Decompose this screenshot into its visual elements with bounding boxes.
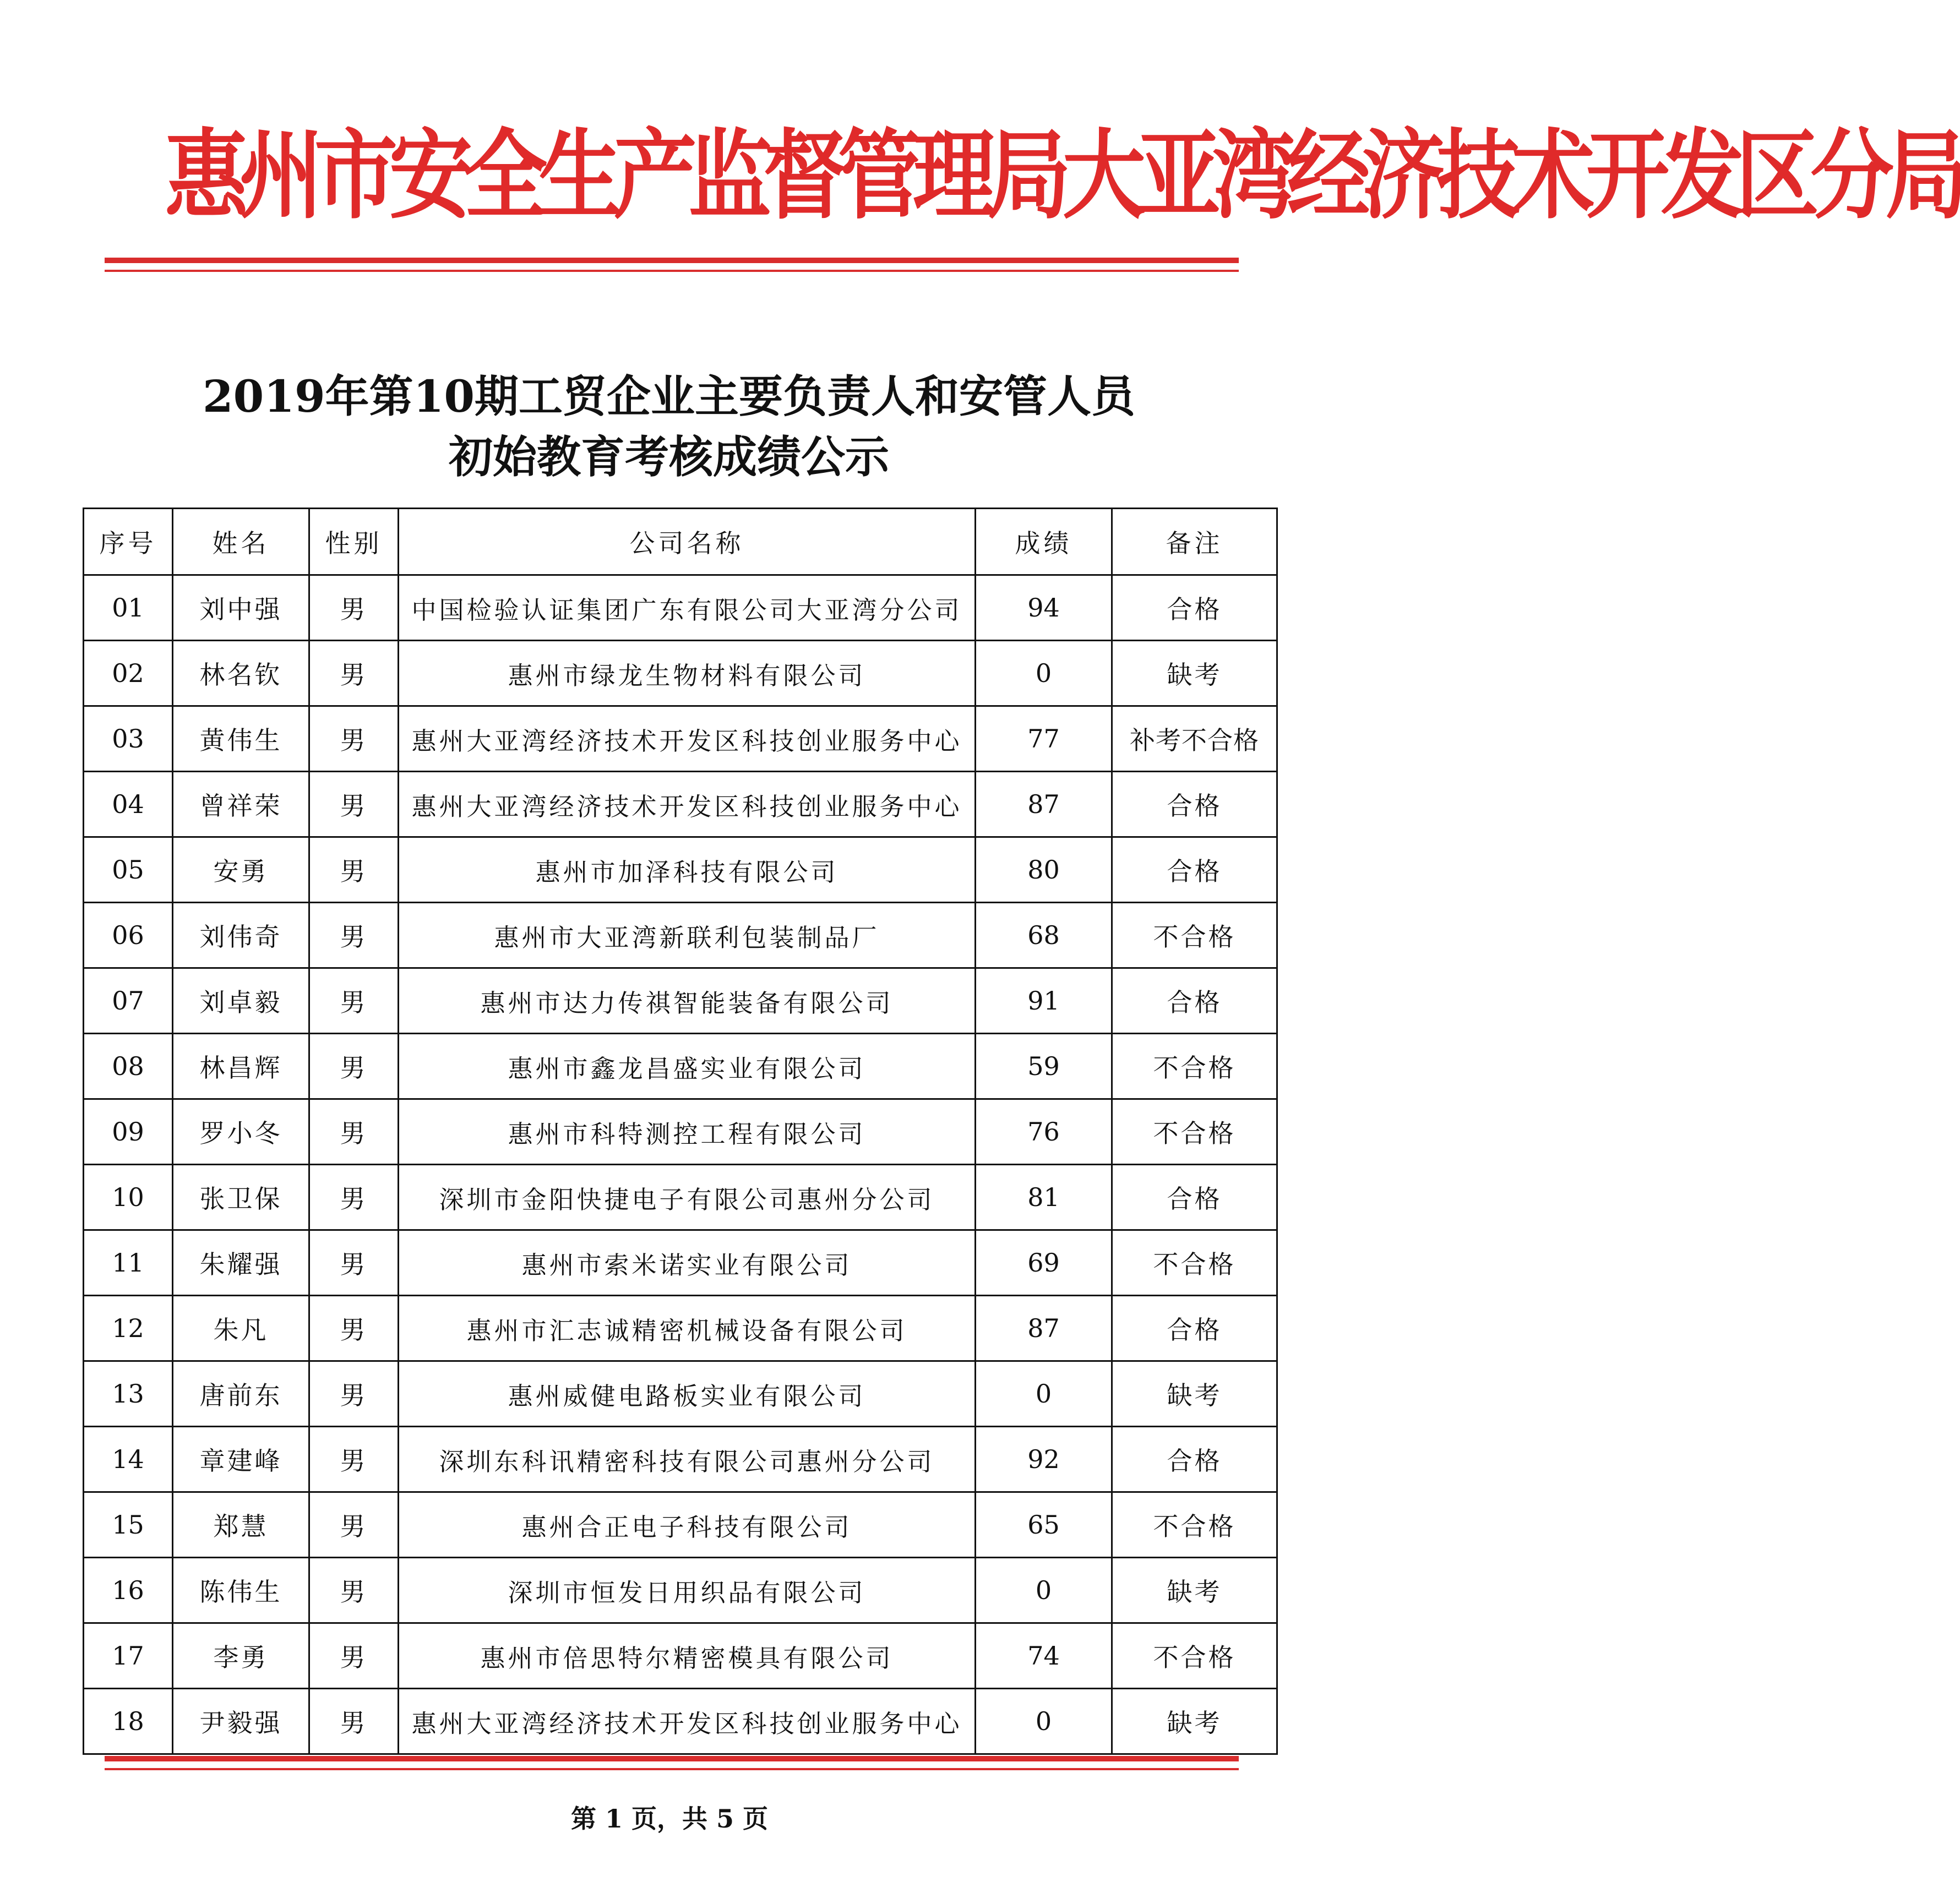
cell-remark: 不合格 — [1112, 1623, 1277, 1689]
cell-score: 87 — [976, 1296, 1112, 1361]
cell-index: 17 — [84, 1623, 173, 1689]
cell-name: 陈伟生 — [173, 1558, 309, 1623]
cell-remark: 不合格 — [1112, 1230, 1277, 1296]
table-row — [84, 772, 1277, 837]
document-title-line1: 2019年第10期工贸企业主要负责人和安管人员 — [203, 370, 1135, 422]
cell-company: 惠州市科特测控工程有限公司 — [399, 1099, 976, 1165]
cell-score: 68 — [976, 903, 1112, 968]
cell-index: 01 — [84, 575, 173, 641]
cell-name: 曾祥荣 — [173, 772, 309, 837]
cell-index: 10 — [84, 1165, 173, 1230]
table-row — [84, 1361, 1277, 1427]
cell-gender: 男 — [309, 837, 399, 903]
cell-name: 张卫保 — [173, 1165, 309, 1230]
cell-name: 郑慧 — [173, 1492, 309, 1558]
cell-index: 18 — [84, 1689, 173, 1754]
cell-name: 罗小冬 — [173, 1099, 309, 1165]
cell-score: 81 — [976, 1165, 1112, 1230]
cell-name: 唐前东 — [173, 1361, 309, 1427]
cell-score: 59 — [976, 1034, 1112, 1099]
cell-score: 91 — [976, 968, 1112, 1034]
cell-company: 惠州大亚湾经济技术开发区科技创业服务中心 — [399, 772, 976, 837]
cell-gender: 男 — [309, 1427, 399, 1492]
header-rule-thick — [105, 258, 1239, 263]
organization-header: 惠州市安全生产监督管理局大亚湾经济技术开发区分局 — [165, 119, 1960, 232]
cell-company: 惠州市倍思特尔精密模具有限公司 — [399, 1623, 976, 1689]
cell-company: 惠州市加泽科技有限公司 — [399, 837, 976, 903]
cell-gender: 男 — [309, 1296, 399, 1361]
cell-remark: 缺考 — [1112, 641, 1277, 706]
cell-remark: 不合格 — [1112, 903, 1277, 968]
cell-gender: 男 — [309, 772, 399, 837]
cell-remark: 合格 — [1112, 968, 1277, 1034]
cell-index: 09 — [84, 1099, 173, 1165]
cell-remark: 合格 — [1112, 1296, 1277, 1361]
table-row — [84, 1689, 1277, 1754]
column-header-gender: 性别 — [309, 509, 399, 575]
cell-score: 80 — [976, 837, 1112, 903]
cell-company: 深圳市金阳快捷电子有限公司惠州分公司 — [399, 1165, 976, 1230]
cell-gender: 男 — [309, 641, 399, 706]
cell-name: 黄伟生 — [173, 706, 309, 772]
table-row — [84, 1558, 1277, 1623]
cell-name: 林名钦 — [173, 641, 309, 706]
cell-gender: 男 — [309, 1558, 399, 1623]
cell-name: 朱耀强 — [173, 1230, 309, 1296]
footer-rule-thin — [105, 1768, 1239, 1770]
cell-gender: 男 — [309, 968, 399, 1034]
column-header-score: 成绩 — [976, 509, 1112, 575]
column-header-remark: 备注 — [1112, 509, 1277, 575]
cell-gender: 男 — [309, 1623, 399, 1689]
document-title-line2: 初始教育考核成绩公示 — [449, 431, 889, 483]
table-row — [84, 1492, 1277, 1558]
table-row — [84, 575, 1277, 641]
table-row — [84, 1034, 1277, 1099]
cell-gender: 男 — [309, 1689, 399, 1754]
cell-gender: 男 — [309, 1165, 399, 1230]
header-rule-thin — [105, 270, 1239, 272]
cell-remark: 合格 — [1112, 1427, 1277, 1492]
cell-name: 朱凡 — [173, 1296, 309, 1361]
cell-score: 0 — [976, 1361, 1112, 1427]
cell-company: 深圳东科讯精密科技有限公司惠州分公司 — [399, 1427, 976, 1492]
cell-index: 03 — [84, 706, 173, 772]
cell-score: 94 — [976, 575, 1112, 641]
cell-name: 林昌辉 — [173, 1034, 309, 1099]
table-row — [84, 1165, 1277, 1230]
cell-index: 12 — [84, 1296, 173, 1361]
cell-index: 11 — [84, 1230, 173, 1296]
cell-remark: 缺考 — [1112, 1361, 1277, 1427]
cell-remark: 补考不合格 — [1112, 706, 1277, 772]
cell-name: 刘中强 — [173, 575, 309, 641]
cell-score: 69 — [976, 1230, 1112, 1296]
cell-index: 02 — [84, 641, 173, 706]
table-row — [84, 1427, 1277, 1492]
cell-remark: 缺考 — [1112, 1558, 1277, 1623]
cell-gender: 男 — [309, 1361, 399, 1427]
table-row — [84, 1623, 1277, 1689]
cell-remark: 缺考 — [1112, 1689, 1277, 1754]
cell-company: 惠州威健电路板实业有限公司 — [399, 1361, 976, 1427]
cell-score: 77 — [976, 706, 1112, 772]
cell-index: 08 — [84, 1034, 173, 1099]
page-number: 第 1 页，共 5 页 — [570, 1804, 769, 1834]
table-row — [84, 1099, 1277, 1165]
cell-name: 刘伟奇 — [173, 903, 309, 968]
cell-company: 惠州大亚湾经济技术开发区科技创业服务中心 — [399, 1689, 976, 1754]
table-row — [84, 837, 1277, 903]
cell-score: 0 — [976, 1689, 1112, 1754]
cell-score: 92 — [976, 1427, 1112, 1492]
cell-index: 15 — [84, 1492, 173, 1558]
cell-name: 尹毅强 — [173, 1689, 309, 1754]
cell-gender: 男 — [309, 1034, 399, 1099]
cell-remark: 合格 — [1112, 575, 1277, 641]
cell-score: 76 — [976, 1099, 1112, 1165]
cell-company: 深圳市恒发日用织品有限公司 — [399, 1558, 976, 1623]
cell-remark: 不合格 — [1112, 1034, 1277, 1099]
table-row — [84, 1296, 1277, 1361]
column-header-index: 序号 — [84, 509, 173, 575]
cell-gender: 男 — [309, 903, 399, 968]
cell-name: 安勇 — [173, 837, 309, 903]
cell-company: 惠州合正电子科技有限公司 — [399, 1492, 976, 1558]
cell-company: 惠州大亚湾经济技术开发区科技创业服务中心 — [399, 706, 976, 772]
cell-company: 惠州市大亚湾新联利包装制品厂 — [399, 903, 976, 968]
cell-index: 13 — [84, 1361, 173, 1427]
cell-remark: 不合格 — [1112, 1099, 1277, 1165]
cell-company: 惠州市鑫龙昌盛实业有限公司 — [399, 1034, 976, 1099]
table-header-row — [84, 509, 1277, 575]
cell-index: 05 — [84, 837, 173, 903]
column-header-name: 姓名 — [173, 509, 309, 575]
cell-gender: 男 — [309, 1230, 399, 1296]
cell-company: 惠州市达力传祺智能装备有限公司 — [399, 968, 976, 1034]
cell-score: 0 — [976, 1558, 1112, 1623]
cell-score: 65 — [976, 1492, 1112, 1558]
table-row — [84, 903, 1277, 968]
cell-remark: 合格 — [1112, 772, 1277, 837]
table-row — [84, 968, 1277, 1034]
cell-remark: 合格 — [1112, 837, 1277, 903]
results-table — [83, 508, 1278, 1755]
cell-score: 87 — [976, 772, 1112, 837]
cell-index: 04 — [84, 772, 173, 837]
cell-gender: 男 — [309, 1099, 399, 1165]
cell-index: 07 — [84, 968, 173, 1034]
cell-index: 06 — [84, 903, 173, 968]
cell-score: 74 — [976, 1623, 1112, 1689]
cell-company: 惠州市索米诺实业有限公司 — [399, 1230, 976, 1296]
table-row — [84, 1230, 1277, 1296]
cell-company: 惠州市汇志诚精密机械设备有限公司 — [399, 1296, 976, 1361]
table-row — [84, 641, 1277, 706]
cell-index: 14 — [84, 1427, 173, 1492]
cell-company: 中国检验认证集团广东有限公司大亚湾分公司 — [399, 575, 976, 641]
cell-gender: 男 — [309, 575, 399, 641]
cell-company: 惠州市绿龙生物材料有限公司 — [399, 641, 976, 706]
footer-rule-thick — [105, 1756, 1239, 1761]
cell-remark: 不合格 — [1112, 1492, 1277, 1558]
column-header-company: 公司名称 — [399, 509, 976, 575]
cell-remark: 合格 — [1112, 1165, 1277, 1230]
cell-score: 0 — [976, 641, 1112, 706]
cell-gender: 男 — [309, 1492, 399, 1558]
cell-name: 刘卓毅 — [173, 968, 309, 1034]
cell-name: 章建峰 — [173, 1427, 309, 1492]
cell-name: 李勇 — [173, 1623, 309, 1689]
table-row — [84, 706, 1277, 772]
cell-index: 16 — [84, 1558, 173, 1623]
cell-gender: 男 — [309, 706, 399, 772]
